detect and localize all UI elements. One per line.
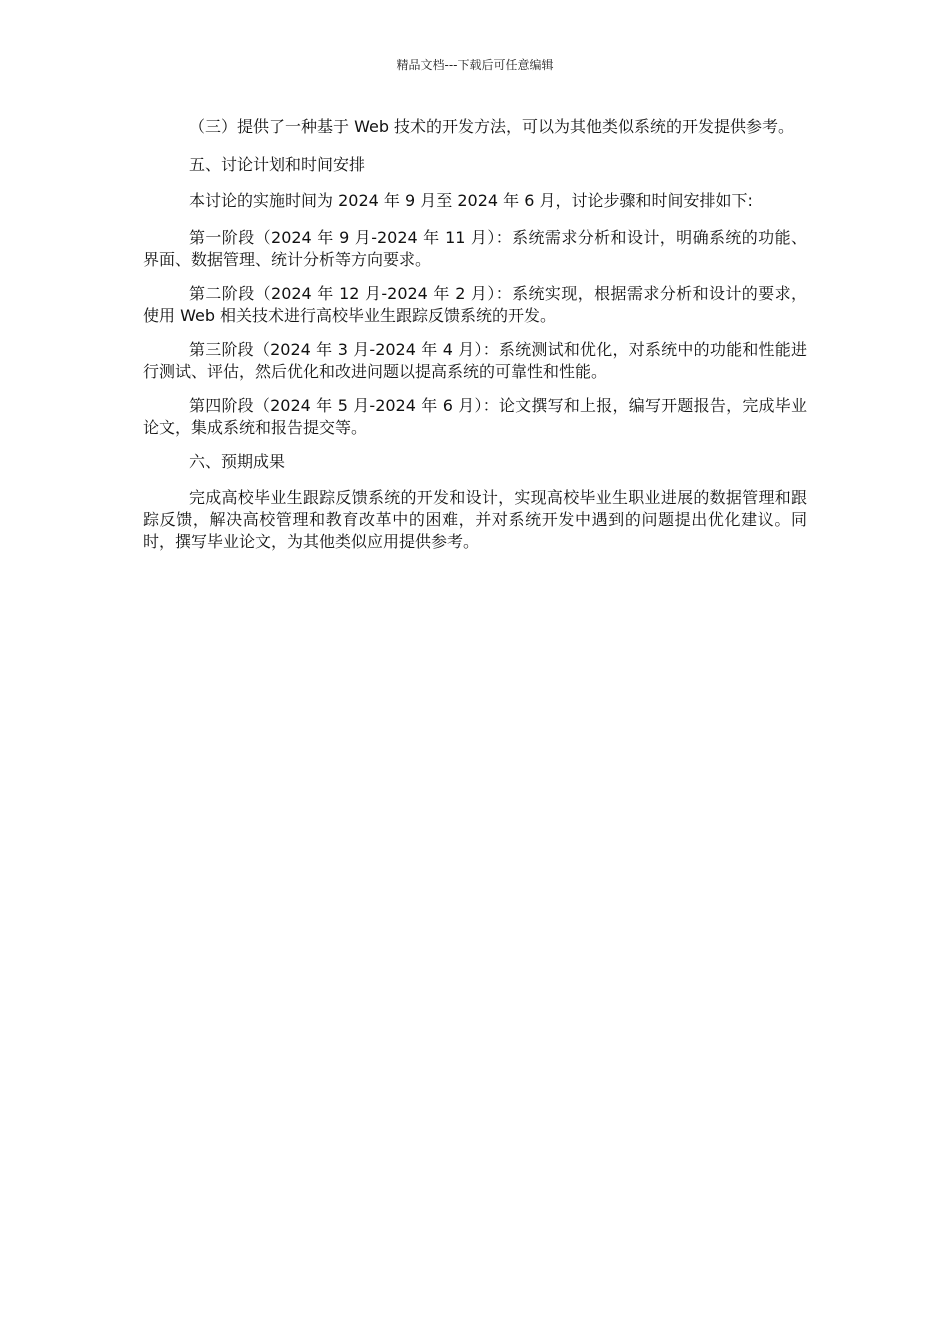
paragraph-item-3: （三）提供了一种基于 Web 技术的开发方法，可以为其他类似系统的开发提供参考。 [189,117,795,136]
page-header: 精品文档---下载后可任意编辑 [396,58,554,72]
stage-3-paragraph: 第三阶段（2024 年 3 月-2024 年 4 月）：系统测试和优化，对系统中的功能和性能进行测试、评估，然后优化和改进问题以提高系统的可靠性和性能。 [143,340,807,381]
expected-results-paragraph: 完成高校毕业生跟踪反馈系统的开发和设计，实现高校毕业生职业进展的数据管理和跟踪反馈，解决高校管理和教育改革中的困难，并对系统开发中遇到的问题提出优化建议。同时，撰写毕业论文，为其他类似应用提供参考。 [143,488,807,551]
section-heading-schedule: 五、讨论计划和时间安排 [189,155,366,174]
section-heading-results: 六、预期成果 [189,452,286,471]
stage-1-paragraph: 第一阶段（2024 年 9 月-2024 年 11 月）：系统需求分析和设计，明确系统的功能、界面、数据管理、统计分析等方向要求。 [143,228,807,269]
stage-4-paragraph: 第四阶段（2024 年 5 月-2024 年 6 月）：论文撰写和上报，编写开题报告，完成毕业论文，集成系统和报告提交等。 [143,396,807,437]
schedule-intro: 本讨论的实施时间为 2024 年 9 月至 2024 年 6 月，讨论步骤和时间安排如下: [189,191,753,210]
document-body [143,116,807,565]
stage-2-paragraph: 第二阶段（2024 年 12 月-2024 年 2 月）：系统实现，根据需求分析和设计的要求，使用 Web 相关技术进行高校毕业生跟踪反馈系统的开发。 [143,284,807,325]
